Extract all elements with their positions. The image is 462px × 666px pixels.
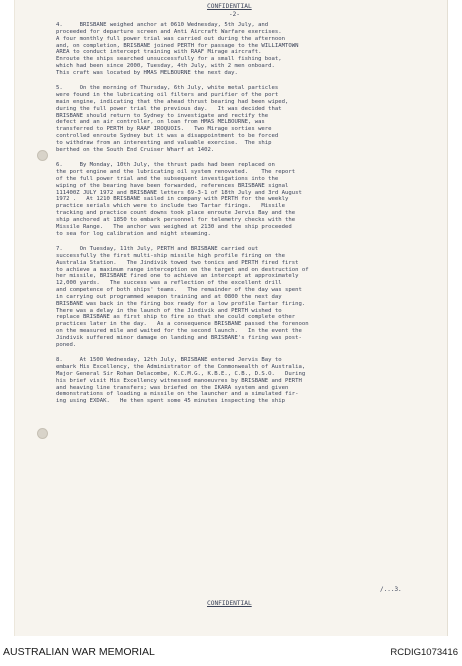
text-line: successfully the first multi-ship missile high profile firing on the [56,252,286,259]
text-line: BRISBANE should return to Sydney to investigate and rectify the [56,112,269,119]
paragraph-gap [56,349,412,358]
text-line: were found in the lubricating oil filters and purifier of the port [56,92,279,99]
text-line: berthed on the South End Cruiser Wharf at 1402. [56,146,215,153]
text-line: BRISBANE was back in the firing box ready for a low profile Tartar firing. [56,300,306,307]
text-line: AREA to conduct intercept training with RAAF Mirage aircraft. [56,49,262,56]
text-line: Enroute the ships searched unsuccessfully for a small fishing boat, [56,56,282,63]
text-line: and competence of both ships' teams. The remainder of the day was spent [56,287,302,294]
text-line: her missile, BRISBANE fired one to achieve an intercept at approximately [56,273,299,280]
text-line: 1972 . At 1210 BRISBANE sailed in company with PERTH for the weekly [56,196,289,203]
header-classification: CONFIDENTIAL [207,3,252,10]
punch-hole-top [37,150,48,161]
text-line: defect and an air controller, on loan from HMAS MELBOURNE, was [56,119,265,126]
text-line: Missile Range. The anchor was weighed at 2130 and the ship proceeded [56,223,292,230]
text-line: poned. [56,341,77,348]
text-line: to achieve a maximum range interception on the target and on destruction of [56,266,309,273]
text-line: Australia Station. The Jindivik towed two tonics and PERTH fired first [56,259,299,266]
text-line: tracking and practice count downs took place enroute Jervis Bay and the [56,210,296,217]
continuation-marker: /...3. [380,586,402,593]
text-line: demonstrations of loading a missile on the launcher and a simulated fir- [56,391,299,398]
page-marker: -2- [229,11,240,18]
text-line: in carrying out programmed weapon training and at 0800 the next day [56,293,282,300]
text-line: to sea for log calibration and night steaming. [56,230,211,237]
archive-name: AUSTRALIAN WAR MEMORIAL [3,646,155,658]
text-line: of the full power trial and the subsequent investigations into the [56,175,279,182]
paragraph-6 [56,162,412,237]
document-body [56,22,412,405]
footer-classification: CONFIDENTIAL [207,600,252,607]
text-line: Major General Sir Rohan Delacombe, K.C.M.G., K.B.E., C.B., D.S.O. During [56,370,306,377]
text-line: the port engine and the lubricating oil system renovated. The report [56,169,296,176]
text-line: which had been since 2000, Tuesday, 4th July, with 2 men onboard. [56,63,275,70]
text-line: 8. At 1500 Wednesday, 12th July, BRISBANE entered Jervis Bay to [56,357,282,364]
text-line: This craft was located by HMAS MELBOURNE the next day. [56,69,238,76]
paragraph-8 [56,357,412,405]
text-line: ship anchored at 1850 to embark personnel for telemetry checks with the [56,216,296,223]
paragraph-gap [56,237,412,246]
text-line: practices later in the day. As a consequence BRISBANE passed the forenoon [56,321,309,328]
text-line: and heaving line transfers; was briefed on the IKARA system and given [56,384,289,391]
text-line: ing using EXDAK. He then spent some 45 minutes inspecting the ship [56,398,286,405]
paragraph-gap [56,154,412,163]
text-line: 7. On Tuesday, 11th July, PERTH and BRISBANE carried out [56,245,259,252]
paragraph-7 [56,246,412,349]
text-line: 5. On the morning of Thursday, 6th July, white metal particles [56,85,279,92]
text-line: transferred to PERTH by RAAF IROQUOIS. Two Mirage sorties were [56,126,272,133]
text-line: 111400Z JULY 1972 and BRISBANE letters 69-3-1 of 18th July and 3rd August [56,189,302,196]
paragraph-5 [56,85,412,153]
paragraph-gap [56,77,412,86]
text-line: during the full power trial the previous day. It was decided that [56,105,282,112]
text-line: proceeded for departure screen and Anti Aircraft Warfare exercises. [56,28,282,35]
text-line: main engine, indicating that the ahead thrust bearing had been wiped, [56,98,289,105]
paragraph-4 [56,22,412,77]
text-line: to withdraw from an interesting and valuable exercise. The ship [56,140,272,146]
text-line: There was a delay in the launch of the Jindivik and PERTH wished to [56,307,282,314]
text-line: and, on completion, BRISBANE joined PERTH for passage to the WILLIAMTOWN [56,42,299,49]
text-line: 6. By Monday, 10th July, the thrust pads had been replaced on [56,162,275,169]
text-line: Jindivik suffered minor damage on landing and BRISBANE's firing was post- [56,334,302,341]
text-line: embark His Excellency, the Administrator of the Commonwealth of Australia, [56,363,306,370]
text-line: 12,000 yards. The success was a reflection of the excellent drill [56,280,282,287]
text-line: controlled enroute Sydney but it was a disappointment to be forced [56,133,279,140]
text-line: replace BRISBANE as first ship to fire so that she could complete other [56,314,296,321]
text-line: 4. BRISBANE weighed anchor at 0610 Wednesday, 5th July, and [56,22,269,28]
text-line: his brief visit His Excellency witnessed manoeuvres by BRISBANE and PERTH [56,377,302,384]
text-line: wiping of the bearing have been forwarded, references BRISBANE signal [56,182,289,189]
reference-number: RCDIG1073416 [390,647,458,658]
punch-hole-bottom [37,428,48,439]
text-line: A four monthly full power trial was carried out during the afternoon [56,35,286,42]
text-line: on the measured mile and waited for the second launch. In the event the [56,328,302,335]
text-line: practice serials which were to include two Tartar firings. Missile [56,203,286,210]
